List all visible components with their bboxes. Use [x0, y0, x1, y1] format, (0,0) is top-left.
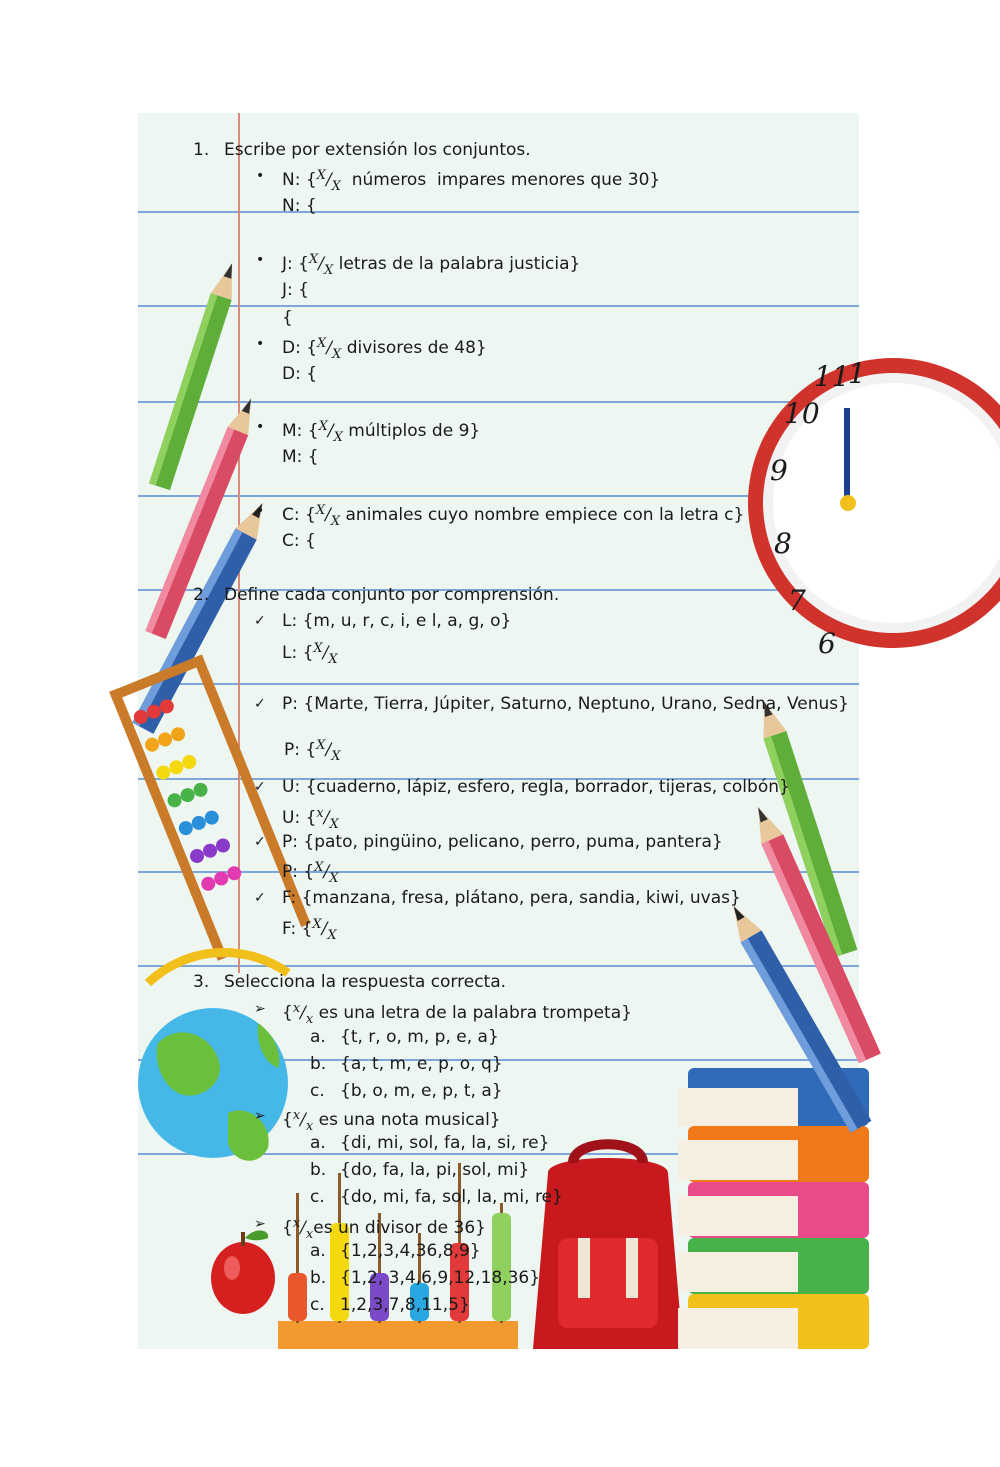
fraction-x-over-x: $^X/_X$	[316, 738, 341, 764]
set-d-definition	[282, 333, 487, 366]
option-letter: a.	[310, 1027, 326, 1047]
ruled-line	[138, 211, 859, 213]
set-prefix: J: {	[282, 254, 309, 274]
answer-field-j[interactable]: J: {	[282, 280, 309, 300]
check-mark: ✓	[254, 613, 266, 629]
clock-numeral: 10	[784, 397, 820, 430]
set-description: divisores de 48}	[341, 338, 487, 358]
clock-numeral: 6	[818, 627, 836, 660]
option-a-divisor[interactable]: {1,2,3,4,36,8,9}	[340, 1241, 481, 1261]
question-nota-musical: {$^x/_x$ es una nota musical}	[282, 1108, 501, 1134]
option-letter: c.	[310, 1081, 325, 1101]
pencils-right-illustration	[733, 693, 859, 1073]
set-n-definition	[282, 165, 660, 198]
arrow-mark: ➢	[254, 1001, 266, 1017]
clock-illustration	[748, 318, 866, 688]
set-c-definition	[282, 500, 744, 533]
set-prefix: N: {	[282, 170, 317, 190]
set-prefix: C: {	[282, 505, 316, 525]
fraction-x-over-x: $^X/_X$	[313, 641, 338, 667]
section3-number: 3.	[193, 972, 210, 992]
set-u-elements: U: {cuaderno, lápiz, esfero, regla, borrador, tijeras, colbón}	[282, 777, 790, 797]
answer-field-p-planets[interactable]: P: {$^X/_X$	[284, 738, 341, 764]
option-letter: a.	[310, 1133, 326, 1153]
bullet: •	[256, 336, 265, 352]
fraction-x-over-x: $^X/_X$	[315, 503, 341, 529]
answer-field-d[interactable]: D: {	[282, 364, 318, 384]
backpack-illustration	[518, 1143, 698, 1349]
option-letter: a.	[310, 1241, 326, 1261]
fraction-x-over-x: $^X/_X$	[316, 168, 341, 194]
option-c-nota[interactable]: {do, mi, fa, sol, la, mi, re}	[340, 1187, 563, 1207]
option-letter: b.	[310, 1160, 327, 1180]
section2-number: 2.	[193, 585, 210, 605]
option-c-trompeta[interactable]: {b, o, m, e, p, t, a}	[340, 1081, 503, 1101]
bullet: •	[256, 419, 265, 435]
check-mark: ✓	[254, 834, 266, 850]
question-trompeta: {$^x/_x$ es una letra de la palabra trompeta}	[282, 1001, 632, 1027]
fraction-x-over-x: $^X/_X$	[318, 419, 343, 445]
answer-field-p-animals[interactable]: P: {$^X/_X$	[282, 860, 339, 886]
clock-numeral: 11	[814, 360, 850, 393]
books-stack-illustration	[678, 1058, 859, 1349]
bullet: •	[256, 252, 265, 268]
fraction-x-over-x: $^X/_X$	[317, 336, 342, 362]
option-b-divisor[interactable]: {1,2, 3,4,6,9,12,18,36}	[340, 1268, 541, 1288]
option-b-trompeta[interactable]: {a, t, m, e, p, o, q}	[340, 1054, 503, 1074]
set-description: animales cuyo nombre empiece con la letra c}	[340, 505, 745, 525]
fraction-x-over-x: $^x/_X$	[316, 806, 339, 832]
set-prefix: D: {	[282, 338, 318, 358]
option-letter: c.	[310, 1187, 325, 1207]
clock-numeral: 9	[770, 454, 788, 487]
check-mark: ✓	[254, 696, 266, 712]
set-j-definition	[282, 249, 580, 282]
set-description: múltiplos de 9}	[342, 421, 481, 441]
set-description: letras de la palabra justicia}	[333, 254, 581, 274]
fraction-x-over-x: $^X/_X$	[308, 252, 334, 278]
clock-numeral: 1	[848, 357, 866, 390]
fraction-x-over-x: $^x/_x$	[292, 1001, 314, 1027]
arrow-mark: ➢	[254, 1216, 266, 1232]
set-f-elements: F: {manzana, fresa, plátano, pera, sandia, kiwi, uvas}	[282, 888, 741, 908]
apple-illustration	[208, 1218, 278, 1318]
answer-field-n[interactable]: N: {	[282, 196, 317, 216]
section1-title: Escribe por extensión los conjuntos.	[224, 140, 531, 160]
option-a-trompeta[interactable]: {t, r, o, m, p, e, a}	[340, 1027, 499, 1047]
option-letter: c.	[310, 1295, 325, 1315]
set-l-elements: L: {m, u, r, c, i, e l, a, g, o}	[282, 611, 512, 631]
fraction-x-over-x: $^x/_x$	[292, 1108, 314, 1134]
abacus-illustration	[138, 643, 278, 963]
set-m-definition	[282, 416, 480, 449]
answer-field-c[interactable]: C: {	[282, 531, 316, 551]
option-b-nota[interactable]: {do, fa, la, pi, sol, mi}	[340, 1160, 530, 1180]
question-divisor-36: {$^x/_xes$ un divisor de 36}	[282, 1216, 486, 1242]
answer-field-u[interactable]: U: {$^x/_X$	[282, 806, 339, 832]
answer-field-f[interactable]: F: {$^X/_X$	[282, 917, 337, 943]
set-p-planets-elements: P: {Marte, Tierra, Júpiter, Saturno, Neptuno, Urano, Sedna, Venus}	[282, 694, 849, 714]
bullet: •	[256, 503, 265, 519]
check-mark: ✓	[254, 890, 266, 906]
option-a-nota[interactable]: {di, mi, sol, fa, la, si, re}	[340, 1133, 550, 1153]
clock-numeral: 8	[774, 527, 792, 560]
section3-title: Selecciona la respuesta correcta.	[224, 972, 507, 992]
set-prefix: M: {	[282, 421, 319, 441]
section2-title: Define cada conjunto por comprensión.	[224, 585, 560, 605]
set-p-animals-elements: P: {pato, pingüino, pelicano, perro, puma, pantera}	[282, 832, 723, 852]
set-description: números impares menores que 30}	[340, 170, 661, 190]
option-c-divisor[interactable]: 1,2,3,7,8,11,5}	[340, 1295, 470, 1315]
bullet: •	[256, 168, 265, 184]
answer-field-l[interactable]: L: {$^X/_X$	[282, 641, 338, 667]
fraction-x-over-x: $^x/_x$	[292, 1216, 314, 1242]
clock-numeral: 7	[788, 584, 806, 617]
check-mark: ✓	[254, 779, 266, 795]
option-letter: b.	[310, 1054, 327, 1074]
fraction-x-over-x: $^X/_X$	[314, 860, 339, 886]
answer-field-m[interactable]: M: {	[282, 447, 319, 467]
globe-illustration	[138, 963, 298, 1203]
section1-number: 1.	[193, 140, 210, 160]
worksheet-page	[138, 113, 866, 1349]
fraction-x-over-x: $^X/_X$	[312, 917, 337, 943]
answer-field-j-extra[interactable]: {	[282, 308, 293, 328]
option-letter: b.	[310, 1268, 327, 1288]
arrow-mark: ➢	[254, 1108, 266, 1124]
